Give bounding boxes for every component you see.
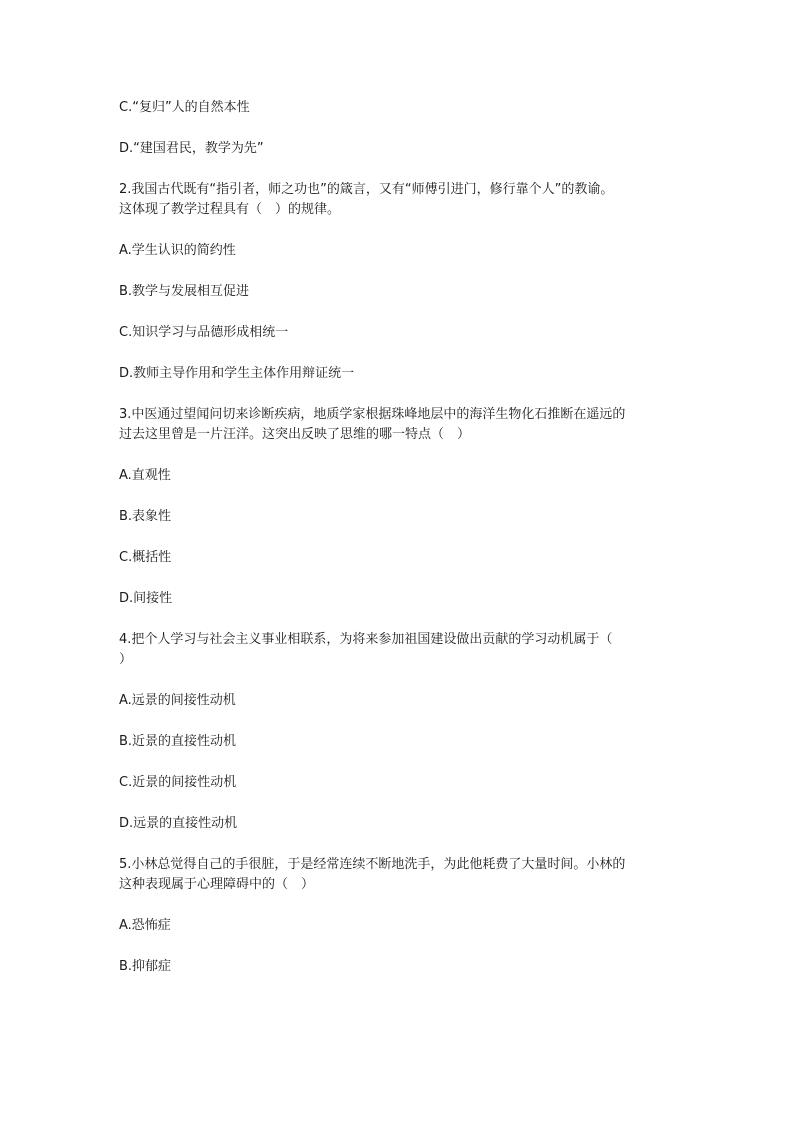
text-line: A.远景的间接性动机 [119,693,236,708]
answer-option [119,241,679,261]
answer-option [119,957,679,977]
answer-option [119,548,679,568]
text-line: A.学生认识的简约性 [119,243,236,258]
text-line: D.间接性 [119,591,173,606]
text-line: 4.把个人学习与社会主义事业相联系，为将来参加祖国建设做出贡献的学习动机属于（ [119,632,613,647]
text-line: 这种表现属于心理障碍中的（ ） [119,877,315,892]
text-line: B.近景的直接性动机 [119,734,237,749]
answer-option [119,98,679,118]
answer-option [119,364,679,384]
text-line: D.“建国君民，教学为先” [119,141,264,156]
text-line: A.恐怖症 [119,918,171,933]
answer-option [119,691,679,711]
answer-option [119,323,679,343]
answer-option [119,589,679,609]
document-page [119,98,679,998]
text-line: B.抑郁症 [119,959,172,974]
answer-option [119,466,679,486]
text-line: C.近景的间接性动机 [119,775,237,790]
text-line: D.远景的直接性动机 [119,816,238,831]
answer-option [119,139,679,159]
text-line: 5.小林总觉得自己的手很脏，于是经常连续不断地洗手，为此他耗费了大量时间。小林的 [119,857,626,872]
answer-option [119,507,679,527]
answer-option [119,282,679,302]
text-line: 过去这里曾是一片汪洋。这突出反映了思维的哪一特点（ ） [119,427,471,442]
answer-option [119,773,679,793]
answer-option [119,916,679,936]
text-line: C.概括性 [119,550,172,565]
question-stem [119,405,679,445]
text-line: 2.我国古代既有“指引者，师之功也”的箴言，又有“师傅引进门，修行靠个人”的教谕。 [119,182,614,197]
text-line: B.表象性 [119,509,172,524]
text-line: C.知识学习与品德形成相统一 [119,325,289,340]
text-line: D.教师主导作用和学生主体作用辩证统一 [119,366,355,381]
answer-option [119,814,679,834]
question-stem [119,855,679,895]
text-line: C.“复归”人的自然本性 [119,100,250,115]
question-stem [119,630,679,670]
text-line: 这体现了教学过程具有（ ）的规律。 [119,202,341,217]
text-line: 3.中医通过望闻问切来诊断疾病，地质学家根据珠峰地层中的海洋生物化石推断在遥远的 [119,407,626,422]
text-line: ） [119,652,133,667]
text-line: A.直观性 [119,468,171,483]
question-stem [119,180,679,220]
text-line: B.教学与发展相互促进 [119,284,250,299]
answer-option [119,732,679,752]
